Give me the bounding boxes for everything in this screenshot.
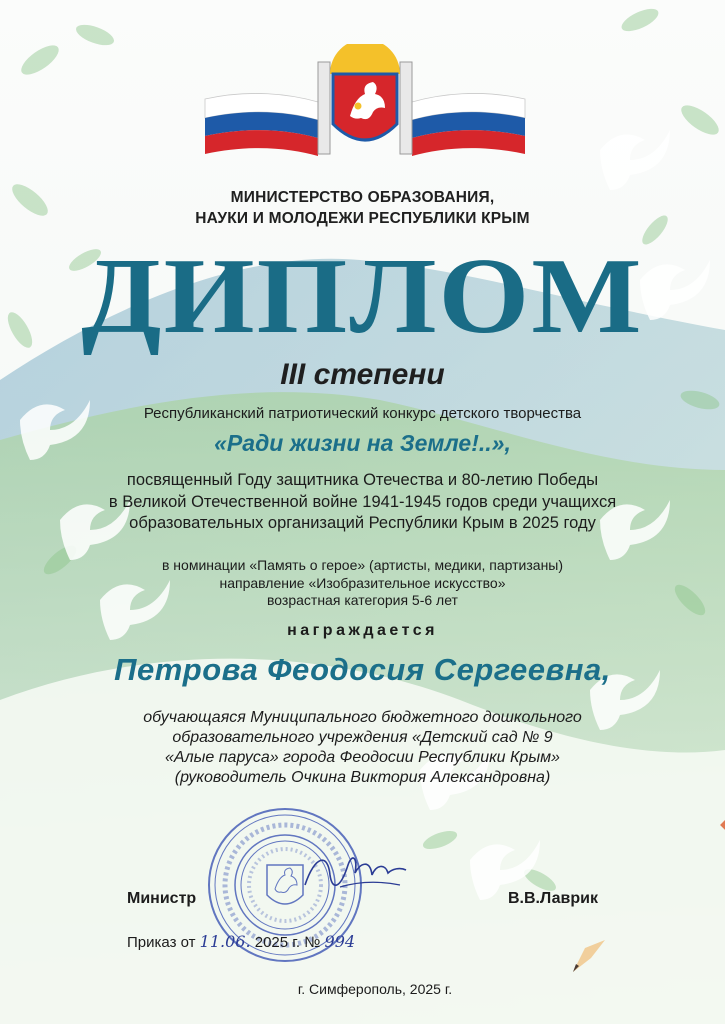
contest-name: «Ради жизни на Земле!..», — [214, 430, 511, 456]
dedication-line-1: посвященный Году защитника Отечества и 80-летию Победы — [126, 471, 599, 489]
age-category-line: возрастная категория 5-6 лет — [267, 592, 458, 608]
winner-name: Петрова Феодосия Сергеевна, — [114, 652, 611, 687]
coat-of-arms-emblem — [200, 44, 530, 169]
diploma-title: ДИПЛОМ — [81, 237, 644, 356]
dedication-line-2: в Великой Отечественной войне 1941-1945 годов среди учащихся — [108, 492, 617, 511]
dedication-text — [0, 470, 725, 535]
city-year: г. Симферополь, 2025 г. — [297, 981, 453, 997]
dedication-line-3: образовательных организаций Республики Крым в 2025 году — [129, 514, 596, 532]
supervisor-line: (руководитель Очкина Виктория Александровна) — [174, 769, 551, 786]
ministry-line-2: НАУКИ И МОЛОДЕЖИ РЕСПУБЛИКИ КРЫМ — [195, 210, 530, 227]
order-date-handwritten: 11.06. — [199, 932, 251, 951]
institution-line-1: обучающаяся Муниципального бюджетного дошкольного — [143, 709, 582, 726]
nomination-line: в номинации «Память о герое» (артисты, медики, партизаны) — [161, 557, 564, 573]
order-prefix: Приказ от — [127, 934, 196, 951]
signatory-name: В.В.Лаврик — [508, 890, 598, 907]
signature — [300, 845, 410, 900]
institution-line-2: образовательного учреждения «Детский сад № 9 — [172, 729, 553, 746]
awarded-label: награждается — [287, 622, 438, 639]
signatory-title: Министр — [127, 890, 197, 907]
diploma-degree: III степени — [280, 358, 445, 391]
order-number-handwritten: 994 — [324, 932, 356, 951]
ministry-header — [0, 187, 725, 229]
order-line — [127, 932, 355, 951]
institution-block — [0, 708, 725, 788]
institution-line-3: «Алые паруса» города Феодосии Республики Крым» — [165, 749, 560, 766]
ministry-line-1: МИНИСТЕРСТВО ОБРАЗОВАНИЯ, — [230, 189, 495, 206]
contest-description: Республиканский патриотический конкурс детского творчества — [143, 405, 582, 422]
order-year: 2025 г. № — [254, 934, 321, 951]
direction-line: направление «Изобразительное искусство» — [219, 574, 506, 591]
nomination-block — [0, 557, 725, 610]
